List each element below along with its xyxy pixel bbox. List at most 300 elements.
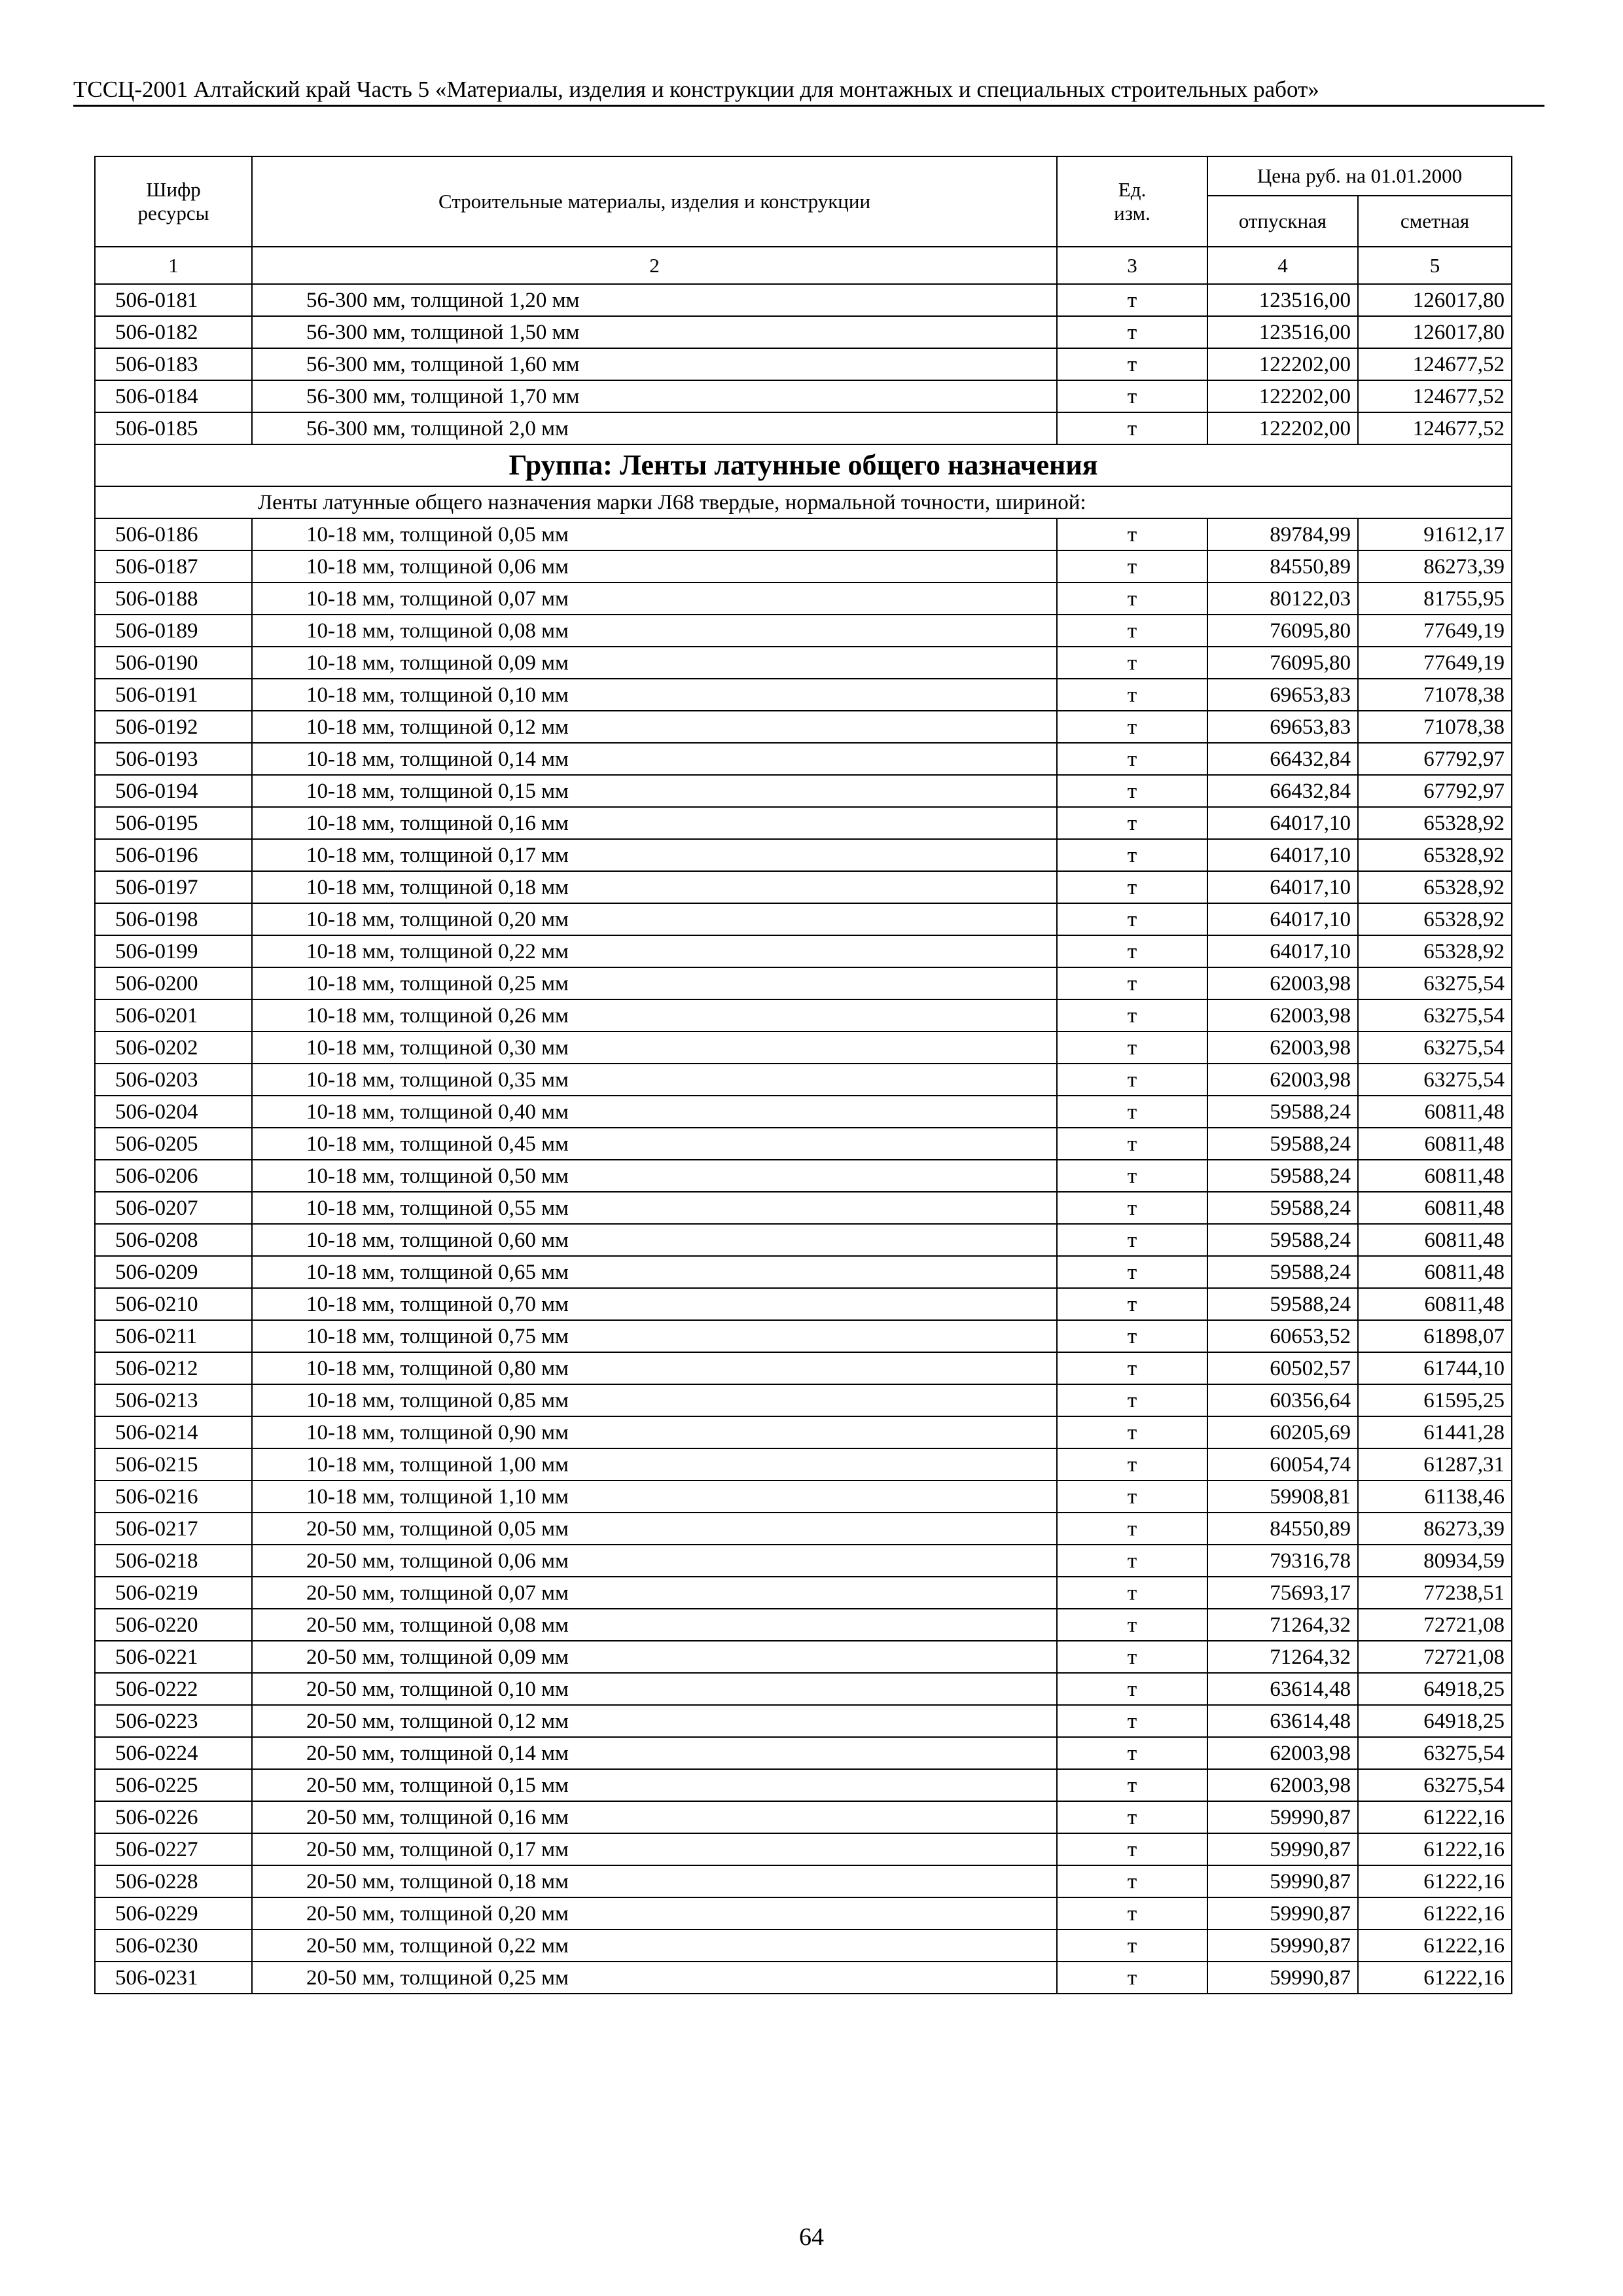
release-price: 59588,24 [1207, 1128, 1358, 1160]
table-row [95, 380, 1512, 412]
resource-code: 506-0215 [95, 1448, 252, 1480]
material-name: 10-18 мм, толщиной 0,14 мм [252, 743, 1057, 775]
resource-code: 506-0230 [95, 1929, 252, 1962]
estimate-price: 63275,54 [1358, 967, 1512, 999]
unit: т [1057, 1224, 1207, 1256]
unit: т [1057, 679, 1207, 711]
release-price: 59990,87 [1207, 1962, 1358, 1994]
estimate-price: 124677,52 [1358, 412, 1512, 444]
header-rule [73, 105, 1544, 107]
table-row [95, 1577, 1512, 1609]
unit: т [1057, 839, 1207, 871]
estimate-price: 77238,51 [1358, 1577, 1512, 1609]
release-price: 62003,98 [1207, 1737, 1358, 1769]
group-section [95, 444, 1512, 518]
estimate-price: 77649,19 [1358, 615, 1512, 647]
release-price: 59588,24 [1207, 1160, 1358, 1192]
estimate-price: 61222,16 [1358, 1929, 1512, 1962]
release-price: 63614,48 [1207, 1705, 1358, 1737]
estimate-price: 61222,16 [1358, 1833, 1512, 1865]
unit: т [1057, 1513, 1207, 1545]
material-name: 20-50 мм, толщиной 0,05 мм [252, 1513, 1057, 1545]
unit: т [1057, 1480, 1207, 1513]
release-price: 66432,84 [1207, 775, 1358, 807]
column-number: 5 [1358, 247, 1512, 284]
release-price: 59990,87 [1207, 1897, 1358, 1929]
material-name: 10-18 мм, толщиной 0,45 мм [252, 1128, 1057, 1160]
release-price: 59990,87 [1207, 1801, 1358, 1833]
resource-code: 506-0231 [95, 1962, 252, 1994]
resource-code: 506-0212 [95, 1352, 252, 1384]
table-row [95, 1128, 1512, 1160]
table-row [95, 1448, 1512, 1480]
table-row [95, 1416, 1512, 1448]
estimate-price: 126017,80 [1358, 316, 1512, 348]
unit: т [1057, 615, 1207, 647]
table-row [95, 348, 1512, 380]
unit: т [1057, 1545, 1207, 1577]
material-name: 10-18 мм, толщиной 1,10 мм [252, 1480, 1057, 1513]
table-row [95, 1801, 1512, 1833]
release-price: 69653,83 [1207, 711, 1358, 743]
table-row [95, 999, 1512, 1031]
table-row [95, 807, 1512, 839]
table-row [95, 1320, 1512, 1352]
estimate-price: 63275,54 [1358, 999, 1512, 1031]
release-price: 64017,10 [1207, 839, 1358, 871]
estimate-price: 60811,48 [1358, 1224, 1512, 1256]
release-price: 59588,24 [1207, 1192, 1358, 1224]
resource-code: 506-0190 [95, 647, 252, 679]
resource-code: 506-0226 [95, 1801, 252, 1833]
column-number: 1 [95, 247, 252, 284]
release-price: 60205,69 [1207, 1416, 1358, 1448]
unit: т [1057, 1705, 1207, 1737]
estimate-price: 61898,07 [1358, 1320, 1512, 1352]
unit: т [1057, 1641, 1207, 1673]
unit: т [1057, 1384, 1207, 1416]
release-price: 59588,24 [1207, 1096, 1358, 1128]
subgroup-title: Ленты латунные общего назначения марки Л68 твердые, нормальной точности, шириной: [95, 486, 1512, 518]
estimate-price: 61595,25 [1358, 1384, 1512, 1416]
resource-code: 506-0182 [95, 316, 252, 348]
material-name: 20-50 мм, толщиной 0,20 мм [252, 1897, 1057, 1929]
resource-code: 506-0224 [95, 1737, 252, 1769]
resource-code: 506-0206 [95, 1160, 252, 1192]
resource-code: 506-0186 [95, 518, 252, 550]
unit: т [1057, 871, 1207, 903]
estimate-price: 60811,48 [1358, 1256, 1512, 1288]
table-row [95, 679, 1512, 711]
estimate-price: 60811,48 [1358, 1096, 1512, 1128]
material-name: 10-18 мм, толщиной 0,20 мм [252, 903, 1057, 935]
release-price: 66432,84 [1207, 743, 1358, 775]
table-row [95, 1064, 1512, 1096]
estimate-price: 63275,54 [1358, 1064, 1512, 1096]
resource-code: 506-0188 [95, 583, 252, 615]
estimate-price: 60811,48 [1358, 1192, 1512, 1224]
material-name: 20-50 мм, толщиной 0,09 мм [252, 1641, 1057, 1673]
unit: т [1057, 583, 1207, 615]
resource-code: 506-0219 [95, 1577, 252, 1609]
unit: т [1057, 284, 1207, 316]
header-estimate-price: сметная [1358, 196, 1512, 247]
resource-code: 506-0217 [95, 1513, 252, 1545]
release-price: 62003,98 [1207, 967, 1358, 999]
release-price: 123516,00 [1207, 284, 1358, 316]
release-price: 89784,99 [1207, 518, 1358, 550]
resource-code: 506-0216 [95, 1480, 252, 1513]
release-price: 122202,00 [1207, 348, 1358, 380]
unit: т [1057, 807, 1207, 839]
table-row [95, 550, 1512, 583]
material-name: 10-18 мм, толщиной 0,80 мм [252, 1352, 1057, 1384]
table-row [95, 743, 1512, 775]
table-body-top [95, 284, 1512, 444]
material-name: 20-50 мм, толщиной 0,12 мм [252, 1705, 1057, 1737]
unit: т [1057, 412, 1207, 444]
table-row [95, 1769, 1512, 1801]
unit: т [1057, 1192, 1207, 1224]
estimate-price: 72721,08 [1358, 1641, 1512, 1673]
material-name: 10-18 мм, толщиной 0,05 мм [252, 518, 1057, 550]
estimate-price: 64918,25 [1358, 1673, 1512, 1705]
material-name: 10-18 мм, толщиной 0,30 мм [252, 1031, 1057, 1064]
header-code: Шифр ресурсы [95, 156, 252, 247]
material-name: 10-18 мм, толщиной 0,85 мм [252, 1384, 1057, 1416]
release-price: 84550,89 [1207, 1513, 1358, 1545]
resource-code: 506-0194 [95, 775, 252, 807]
release-price: 60653,52 [1207, 1320, 1358, 1352]
estimate-price: 65328,92 [1358, 903, 1512, 935]
estimate-price: 63275,54 [1358, 1737, 1512, 1769]
column-number: 3 [1057, 247, 1207, 284]
material-name: 10-18 мм, толщиной 0,18 мм [252, 871, 1057, 903]
resource-code: 506-0197 [95, 871, 252, 903]
material-name: 20-50 мм, толщиной 0,06 мм [252, 1545, 1057, 1577]
estimate-price: 71078,38 [1358, 679, 1512, 711]
unit: т [1057, 1897, 1207, 1929]
unit: т [1057, 1448, 1207, 1480]
table-header-row [95, 156, 1512, 196]
resource-code: 506-0221 [95, 1641, 252, 1673]
material-name: 20-50 мм, толщиной 0,25 мм [252, 1962, 1057, 1994]
resource-code: 506-0200 [95, 967, 252, 999]
material-name: 10-18 мм, толщиной 0,60 мм [252, 1224, 1057, 1256]
estimate-price: 63275,54 [1358, 1031, 1512, 1064]
estimate-price: 61287,31 [1358, 1448, 1512, 1480]
release-price: 60502,57 [1207, 1352, 1358, 1384]
material-name: 20-50 мм, толщиной 0,08 мм [252, 1609, 1057, 1641]
material-name: 10-18 мм, толщиной 0,50 мм [252, 1160, 1057, 1192]
estimate-price: 65328,92 [1358, 871, 1512, 903]
column-number: 4 [1207, 247, 1358, 284]
resource-code: 506-0201 [95, 999, 252, 1031]
table-row [95, 1160, 1512, 1192]
release-price: 62003,98 [1207, 1064, 1358, 1096]
material-name: 10-18 мм, толщиной 0,75 мм [252, 1320, 1057, 1352]
estimate-price: 124677,52 [1358, 348, 1512, 380]
estimate-price: 81755,95 [1358, 583, 1512, 615]
group-title: Группа: Ленты латунные общего назначения [95, 444, 1512, 486]
unit: т [1057, 1288, 1207, 1320]
table-row [95, 775, 1512, 807]
estimate-price: 124677,52 [1358, 380, 1512, 412]
unit: т [1057, 1673, 1207, 1705]
material-name: 10-18 мм, толщиной 0,70 мм [252, 1288, 1057, 1320]
running-header: ТССЦ-2001 Алтайский край Часть 5 «Материалы, изделия и конструкции для монтажных и специальных строительных работ» [73, 77, 1319, 102]
release-price: 123516,00 [1207, 316, 1358, 348]
release-price: 71264,32 [1207, 1609, 1358, 1641]
estimate-price: 61222,16 [1358, 1897, 1512, 1929]
release-price: 62003,98 [1207, 1031, 1358, 1064]
table-row [95, 1705, 1512, 1737]
unit: т [1057, 316, 1207, 348]
unit: т [1057, 1962, 1207, 1994]
unit: т [1057, 1096, 1207, 1128]
resource-code: 506-0184 [95, 380, 252, 412]
unit: т [1057, 1320, 1207, 1352]
resource-code: 506-0229 [95, 1897, 252, 1929]
release-price: 59990,87 [1207, 1865, 1358, 1897]
table-row [95, 583, 1512, 615]
subgroup-row [95, 486, 1512, 518]
release-price: 64017,10 [1207, 903, 1358, 935]
material-name: 10-18 мм, толщиной 0,65 мм [252, 1256, 1057, 1288]
material-name: 56-300 мм, толщиной 1,20 мм [252, 284, 1057, 316]
release-price: 59588,24 [1207, 1224, 1358, 1256]
table-row [95, 1288, 1512, 1320]
table-row [95, 1256, 1512, 1288]
header-price: Цена руб. на 01.01.2000 [1207, 156, 1512, 196]
resource-code: 506-0203 [95, 1064, 252, 1096]
estimate-price: 86273,39 [1358, 1513, 1512, 1545]
release-price: 79316,78 [1207, 1545, 1358, 1577]
table-row [95, 935, 1512, 967]
table-row [95, 615, 1512, 647]
release-price: 60356,64 [1207, 1384, 1358, 1416]
material-name: 10-18 мм, толщиной 0,07 мм [252, 583, 1057, 615]
resource-code: 506-0198 [95, 903, 252, 935]
table-row [95, 518, 1512, 550]
resource-code: 506-0205 [95, 1128, 252, 1160]
table-row [95, 1641, 1512, 1673]
unit: т [1057, 775, 1207, 807]
resource-code: 506-0193 [95, 743, 252, 775]
release-price: 59908,81 [1207, 1480, 1358, 1513]
material-name: 56-300 мм, толщиной 1,50 мм [252, 316, 1057, 348]
unit: т [1057, 1064, 1207, 1096]
release-price: 59990,87 [1207, 1929, 1358, 1962]
material-name: 20-50 мм, толщиной 0,16 мм [252, 1801, 1057, 1833]
table-row [95, 1513, 1512, 1545]
unit: т [1057, 1160, 1207, 1192]
material-name: 20-50 мм, толщиной 0,15 мм [252, 1769, 1057, 1801]
estimate-price: 61744,10 [1358, 1352, 1512, 1384]
unit: т [1057, 348, 1207, 380]
resource-code: 506-0199 [95, 935, 252, 967]
release-price: 69653,83 [1207, 679, 1358, 711]
estimate-price: 61222,16 [1358, 1962, 1512, 1994]
release-price: 76095,80 [1207, 647, 1358, 679]
unit: т [1057, 1416, 1207, 1448]
unit: т [1057, 903, 1207, 935]
table-row [95, 1865, 1512, 1897]
table-row [95, 1897, 1512, 1929]
table-row [95, 1224, 1512, 1256]
material-name: 10-18 мм, толщиной 0,17 мм [252, 839, 1057, 871]
estimate-price: 65328,92 [1358, 935, 1512, 967]
table-row [95, 1384, 1512, 1416]
estimate-price: 71078,38 [1358, 711, 1512, 743]
material-name: 10-18 мм, толщиной 0,40 мм [252, 1096, 1057, 1128]
resource-code: 506-0195 [95, 807, 252, 839]
unit: т [1057, 1256, 1207, 1288]
resource-code: 506-0228 [95, 1865, 252, 1897]
resource-code: 506-0211 [95, 1320, 252, 1352]
column-number: 2 [252, 247, 1057, 284]
unit: т [1057, 1929, 1207, 1962]
table-row [95, 1031, 1512, 1064]
material-name: 10-18 мм, толщиной 0,06 мм [252, 550, 1057, 583]
unit: т [1057, 1833, 1207, 1865]
unit: т [1057, 1769, 1207, 1801]
material-name: 20-50 мм, толщиной 0,14 мм [252, 1737, 1057, 1769]
resource-code: 506-0192 [95, 711, 252, 743]
estimate-price: 65328,92 [1358, 839, 1512, 871]
table-row [95, 871, 1512, 903]
unit: т [1057, 935, 1207, 967]
unit: т [1057, 743, 1207, 775]
release-price: 59588,24 [1207, 1256, 1358, 1288]
resource-code: 506-0183 [95, 348, 252, 380]
resource-code: 506-0223 [95, 1705, 252, 1737]
price-table [94, 156, 1512, 1994]
unit: т [1057, 967, 1207, 999]
resource-code: 506-0218 [95, 1545, 252, 1577]
estimate-price: 67792,97 [1358, 775, 1512, 807]
resource-code: 506-0187 [95, 550, 252, 583]
estimate-price: 60811,48 [1358, 1160, 1512, 1192]
resource-code: 506-0191 [95, 679, 252, 711]
estimate-price: 72721,08 [1358, 1609, 1512, 1641]
resource-code: 506-0196 [95, 839, 252, 871]
estimate-price: 64918,25 [1358, 1705, 1512, 1737]
header-release-price: отпускная [1207, 196, 1358, 247]
unit: т [1057, 518, 1207, 550]
release-price: 64017,10 [1207, 935, 1358, 967]
estimate-price: 61441,28 [1358, 1416, 1512, 1448]
unit: т [1057, 1031, 1207, 1064]
resource-code: 506-0181 [95, 284, 252, 316]
release-price: 122202,00 [1207, 380, 1358, 412]
table-body-main [95, 518, 1512, 1994]
material-name: 20-50 мм, толщиной 0,17 мм [252, 1833, 1057, 1865]
material-name: 56-300 мм, толщиной 1,70 мм [252, 380, 1057, 412]
material-name: 20-50 мм, толщиной 0,10 мм [252, 1673, 1057, 1705]
table-row [95, 839, 1512, 871]
resource-code: 506-0202 [95, 1031, 252, 1064]
material-name: 10-18 мм, толщиной 0,55 мм [252, 1192, 1057, 1224]
release-price: 84550,89 [1207, 550, 1358, 583]
estimate-price: 61222,16 [1358, 1865, 1512, 1897]
resource-code: 506-0210 [95, 1288, 252, 1320]
release-price: 60054,74 [1207, 1448, 1358, 1480]
resource-code: 506-0207 [95, 1192, 252, 1224]
table-row [95, 1609, 1512, 1641]
table-row [95, 1833, 1512, 1865]
material-name: 10-18 мм, толщиной 0,35 мм [252, 1064, 1057, 1096]
resource-code: 506-0214 [95, 1416, 252, 1448]
material-name: 10-18 мм, толщиной 0,12 мм [252, 711, 1057, 743]
release-price: 59990,87 [1207, 1833, 1358, 1865]
resource-code: 506-0204 [95, 1096, 252, 1128]
resource-code: 506-0222 [95, 1673, 252, 1705]
release-price: 80122,03 [1207, 583, 1358, 615]
page-number: 64 [799, 2223, 824, 2251]
table-row [95, 284, 1512, 316]
table-row [95, 1737, 1512, 1769]
material-name: 10-18 мм, толщиной 0,26 мм [252, 999, 1057, 1031]
unit: т [1057, 1609, 1207, 1641]
table-row [95, 1962, 1512, 1994]
resource-code: 506-0227 [95, 1833, 252, 1865]
release-price: 71264,32 [1207, 1641, 1358, 1673]
table-row [95, 1673, 1512, 1705]
estimate-price: 61222,16 [1358, 1801, 1512, 1833]
release-price: 62003,98 [1207, 1769, 1358, 1801]
table-row [95, 1929, 1512, 1962]
release-price: 63614,48 [1207, 1673, 1358, 1705]
material-name: 10-18 мм, толщиной 0,25 мм [252, 967, 1057, 999]
estimate-price: 91612,17 [1358, 518, 1512, 550]
unit: т [1057, 1737, 1207, 1769]
estimate-price: 65328,92 [1358, 807, 1512, 839]
resource-code: 506-0189 [95, 615, 252, 647]
release-price: 76095,80 [1207, 615, 1358, 647]
column-numbers-row [95, 247, 1512, 284]
release-price: 122202,00 [1207, 412, 1358, 444]
estimate-price: 126017,80 [1358, 284, 1512, 316]
estimate-price: 80934,59 [1358, 1545, 1512, 1577]
material-name: 10-18 мм, толщиной 0,09 мм [252, 647, 1057, 679]
resource-code: 506-0213 [95, 1384, 252, 1416]
unit: т [1057, 380, 1207, 412]
release-price: 62003,98 [1207, 999, 1358, 1031]
table-row [95, 1192, 1512, 1224]
estimate-price: 61138,46 [1358, 1480, 1512, 1513]
unit: т [1057, 1352, 1207, 1384]
unit: т [1057, 550, 1207, 583]
table-row [95, 967, 1512, 999]
unit: т [1057, 999, 1207, 1031]
unit: т [1057, 1128, 1207, 1160]
material-name: 10-18 мм, толщиной 0,16 мм [252, 807, 1057, 839]
estimate-price: 67792,97 [1358, 743, 1512, 775]
table-row [95, 1096, 1512, 1128]
table-row [95, 1352, 1512, 1384]
unit: т [1057, 711, 1207, 743]
material-name: 20-50 мм, толщиной 0,22 мм [252, 1929, 1057, 1962]
header-name: Строительные материалы, изделия и конструкции [252, 156, 1057, 247]
material-name: 10-18 мм, толщиной 0,15 мм [252, 775, 1057, 807]
table-row [95, 903, 1512, 935]
resource-code: 506-0185 [95, 412, 252, 444]
group-row [95, 444, 1512, 486]
release-price: 64017,10 [1207, 871, 1358, 903]
resource-code: 506-0220 [95, 1609, 252, 1641]
estimate-price: 77649,19 [1358, 647, 1512, 679]
